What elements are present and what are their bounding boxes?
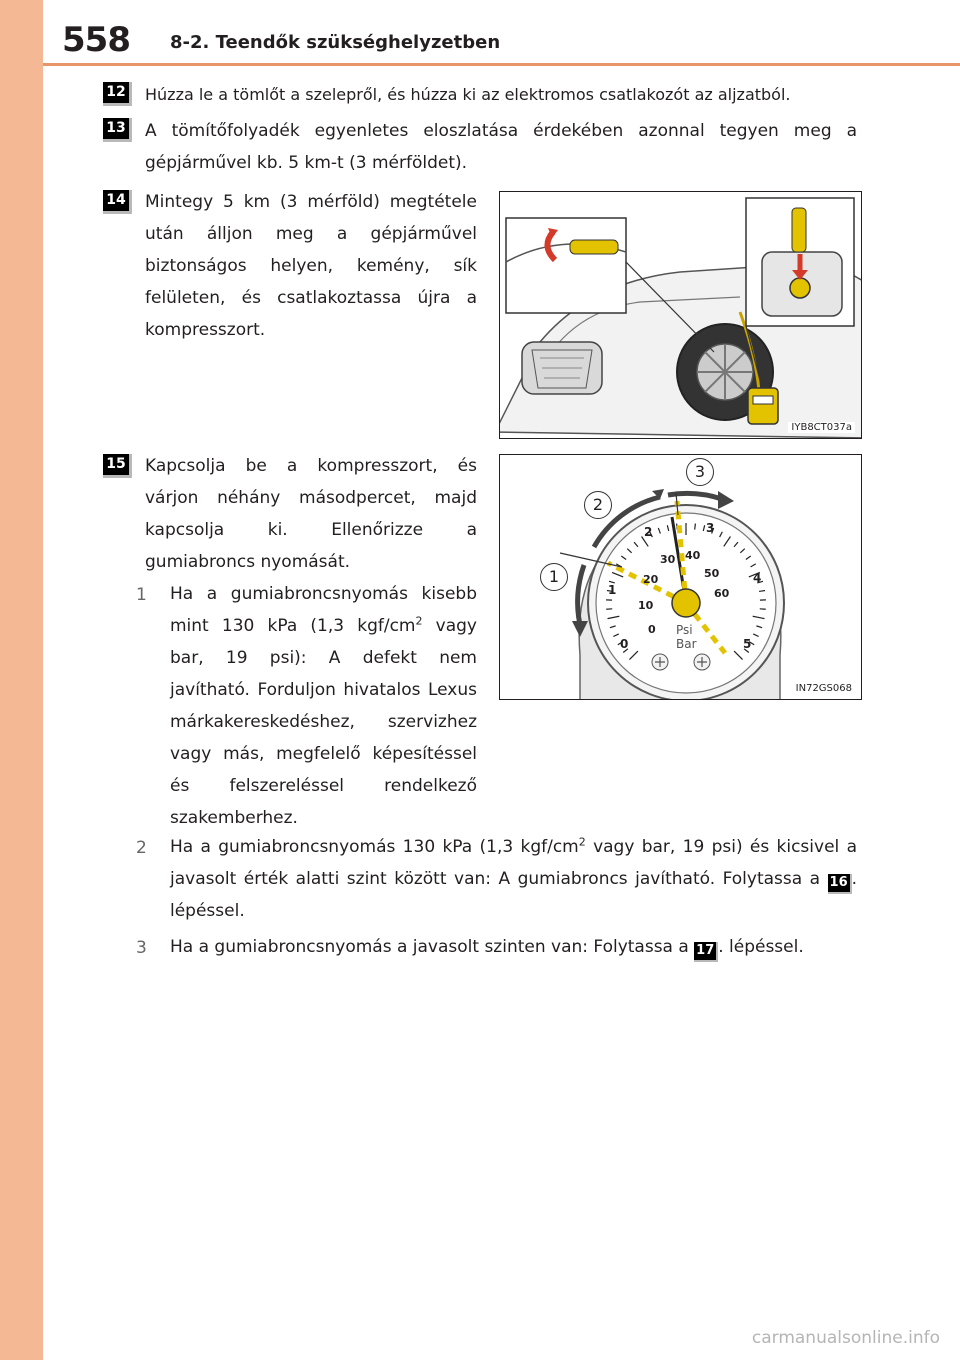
- kpa-label-10: 10: [638, 599, 654, 612]
- bar-label-1: 1: [608, 583, 617, 597]
- step-15-text: Kapcsolja be a kompresszort, és várjon néhány másodpercet, majd kapcsolja ki. Ellenőrizze a gumiabroncs nyomását.: [145, 456, 477, 572]
- step-14-text: Mintegy 5 km (3 mérföld) megtétele után álljon meg a gépjárművel biztonságos helyen, kemény, sík felületen, és csatlakoztassa újra a kompresszort.: [145, 192, 477, 340]
- step-badge-15: 15: [103, 454, 132, 478]
- condition-1-number: 1: [136, 585, 147, 605]
- kpa-label-0: 0: [648, 623, 656, 636]
- bar-label-3: 3: [706, 521, 715, 535]
- condition-2-text: Ha a gumiabroncsnyomás 130 kPa (1,3 kgf/$cm^2$ vagy bar, 19 psi) és kicsivel a javasolt érték alatti szint között van: A gumiabroncs javítható. Folytassa a 16 . lépéssel.: [170, 835, 857, 921]
- pressure-gauge-figure: [499, 454, 862, 700]
- gauge-callout-3: 3: [686, 458, 714, 486]
- watermark: carmanualsonline.info: [751, 1328, 940, 1348]
- condition-1-text: Ha a gumiabroncsnyomás kisebb mint 130 kPa (1,3 kgf/$cm^2$ vagy bar, 19 psi): A defekt nem javítható. Forduljon hivatalos Lexus márkakereskedéshez, szervizhez vagy más, megfelelő képesítéssel és felszereléssel rendelkező szakemberhez.: [170, 584, 477, 828]
- page-number: 558: [62, 20, 130, 60]
- condition-3-number: 3: [136, 938, 147, 958]
- bar-label-5: 5: [743, 637, 752, 651]
- kpa-label-20: 20: [643, 573, 659, 586]
- bar-label-4: 4: [753, 571, 762, 585]
- side-color-strip: [0, 0, 43, 1360]
- car-figure-code: IYB8CT037a: [788, 422, 855, 433]
- kpa-label-50: 50: [704, 567, 720, 580]
- step-badge-13: 13: [103, 118, 132, 142]
- condition-3-text: Ha a gumiabroncsnyomás a javasolt szinten van: Folytassa a 17 . lépéssel.: [170, 931, 857, 963]
- unit-bar: Bar: [676, 637, 697, 651]
- step-12-text: Húzza le a tömlőt a szelepről, és húzza ki az elektromos csatlakozót az aljzatból.: [145, 85, 791, 104]
- step-badge-12: 12: [103, 82, 132, 106]
- section-title: 8-2. Teendők szükséghelyzetben: [170, 32, 501, 53]
- kpa-label-60: 60: [714, 587, 730, 600]
- kpa-label-30: 30: [660, 553, 676, 566]
- bar-label-0: 0: [620, 637, 629, 651]
- unit-psi: Psi: [676, 623, 693, 637]
- condition-2-number: 2: [136, 838, 147, 858]
- gauge-callout-2: 2: [584, 491, 612, 519]
- header-rule: [43, 63, 960, 66]
- gauge-callout-1: 1: [540, 563, 568, 591]
- step-13-text: A tömítőfolyadék egyenletes eloszlatása érdekében azonnal tegyen meg a gépjárművel kb. 5 km-t (3 mérföldet).: [145, 121, 857, 173]
- bar-label-2: 2: [644, 525, 653, 539]
- step-badge-14: 14: [103, 190, 132, 214]
- step-ref-17[interactable]: 17: [694, 942, 718, 962]
- car-illustration: [500, 192, 861, 438]
- car-compressor-figure: [499, 191, 862, 439]
- gauge-tick: [695, 524, 696, 530]
- step-ref-16[interactable]: 16: [828, 874, 852, 894]
- kpa-label-40: 40: [685, 549, 701, 562]
- gauge-figure-code: IN72GS068: [793, 683, 855, 694]
